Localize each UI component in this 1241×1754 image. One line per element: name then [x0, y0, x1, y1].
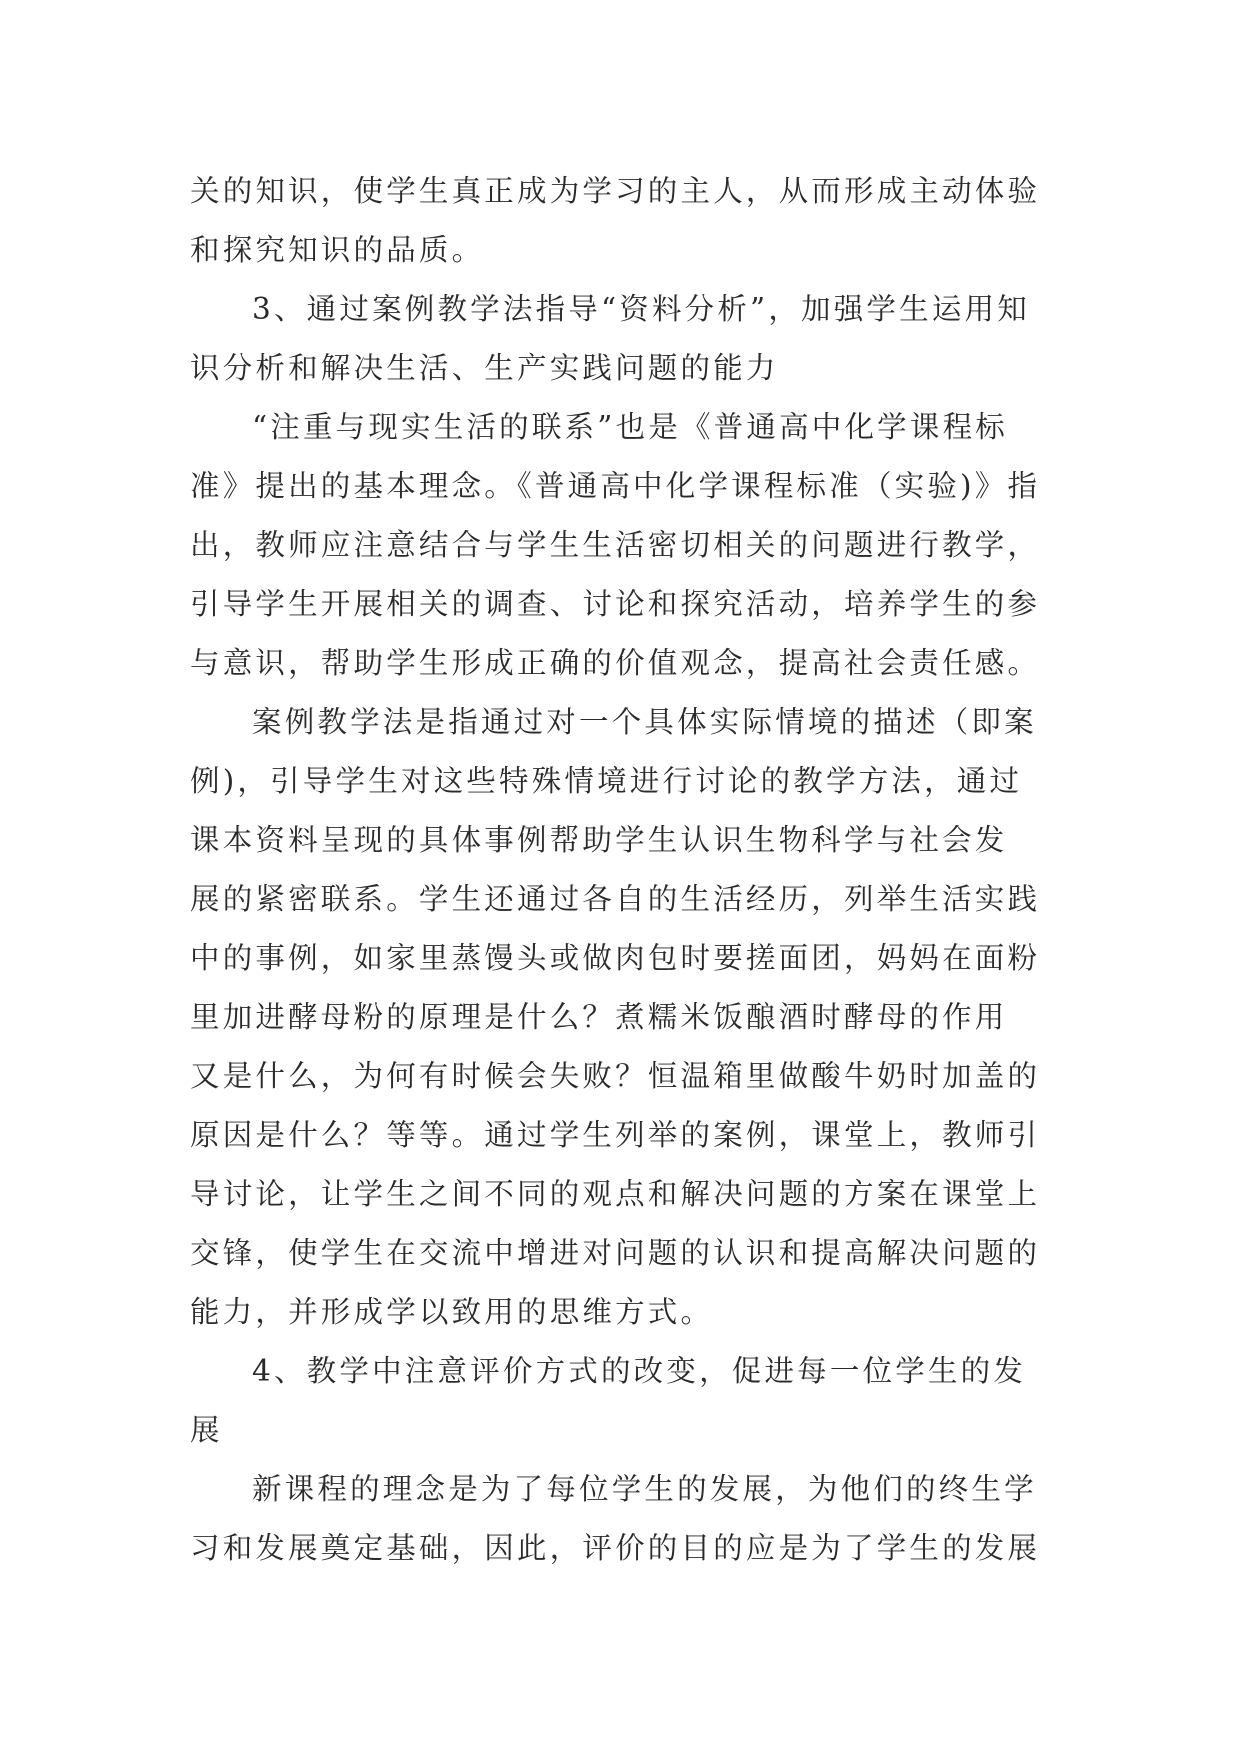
section-heading-3-cont: 识分析和解决生活、生产实践问题的能力 [190, 351, 779, 385]
text-line-5: “注重与现实生活的联系”也是《普通高中化学课程标 [252, 410, 1008, 444]
text-line-6: 准》提出的基本理念。《普通高中化学课程标准（实验)》指 [190, 469, 1041, 503]
text-line-11: 例)，引导学生对这些特殊情境进行讨论的教学方法，通过 [190, 764, 1023, 798]
text-line-23: 新课程的理念是为了每位学生的发展，为他们的终生学 [252, 1472, 1037, 1506]
text-line-19: 交锋，使学生在交流中增进对问题的认识和提高解决问题的 [190, 1236, 1041, 1270]
text-line-9: 与意识，帮助学生形成正确的价值观念，提高社会责任感。 [190, 646, 1041, 680]
section-heading-3: 3、通过案例教学法指导“资料分析”，加强学生运用知 [252, 292, 1030, 326]
text-line-12: 课本资料呈现的具体事例帮助学生认识生物科学与社会发 [190, 823, 1008, 857]
text-line-18: 导讨论，让学生之间不同的观点和解决问题的方案在课堂上 [190, 1177, 1041, 1211]
section-heading-4-cont: 展 [190, 1413, 223, 1447]
text-line-16: 又是什么，为何有时候会失败？恒温箱里做酸牛奶时加盖的 [190, 1059, 1041, 1093]
text-line-8: 引导学生开展相关的调查、讨论和探究活动，培养学生的参 [190, 587, 1041, 621]
document-body [190, 162, 1050, 1578]
text-line-15: 里加进酵母粉的原理是什么？煮糯米饭酿酒时酵母的作用 [190, 1000, 1008, 1034]
text-line-20: 能力，并形成学以致用的思维方式。 [190, 1295, 714, 1329]
section-heading-4: 4、教学中注意评价方式的改变，促进每一位学生的发 [252, 1354, 1027, 1388]
text-line-7: 出，教师应注意结合与学生生活密切相关的问题进行教学， [190, 528, 1041, 562]
text-line-17: 原因是什么？等等。通过学生列举的案例，课堂上，教师引 [190, 1118, 1041, 1152]
text-line-14: 中的事例，如家里蒸馒头或做肉包时要搓面团，妈妈在面粉 [190, 941, 1041, 975]
text-line-24: 习和发展奠定基础，因此，评价的目的应是为了学生的发展 [190, 1531, 1041, 1565]
text-line-13: 展的紧密联系。学生还通过各自的生活经历，列举生活实践 [190, 882, 1041, 916]
text-line-1: 关的知识，使学生真正成为学习的主人，从而形成主动体验 [190, 174, 1041, 208]
text-line-2: 和探究知识的品质。 [190, 233, 485, 267]
text-line-10: 案例教学法是指通过对一个具体实际情境的描述（即案 [252, 705, 1037, 739]
